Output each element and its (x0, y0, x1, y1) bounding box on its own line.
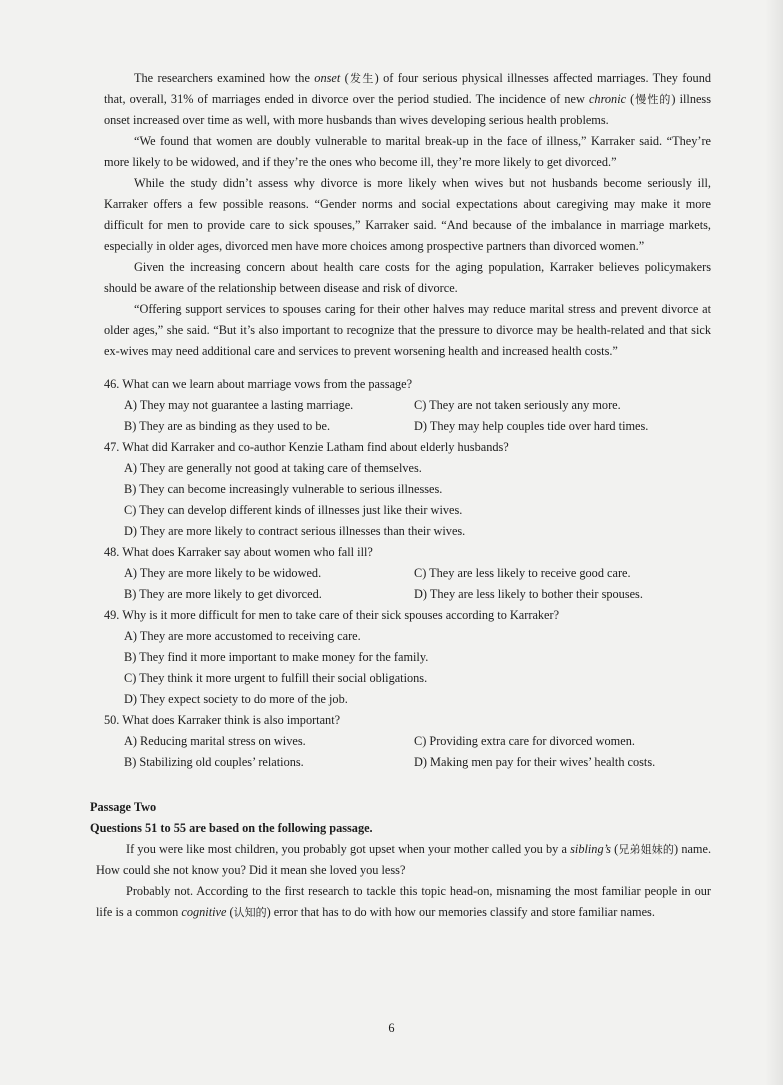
chinese-gloss: 发生 (348, 72, 375, 85)
answer-options (104, 395, 711, 437)
page-number: 6 (388, 1021, 395, 1035)
answer-option-a[interactable]: A) They are generally not good at taking care of themselves. (124, 461, 422, 475)
answer-option-d[interactable]: D) Making men pay for their wives’ health costs. (414, 755, 656, 769)
passage-two-instruction: Questions 51 to 55 are based on the following passage. (90, 821, 373, 835)
answer-option-b[interactable]: B) They are as binding as they used to be. (124, 419, 331, 433)
answer-option-a[interactable]: A) They may not guarantee a lasting marriage. (124, 398, 354, 412)
question-49 (104, 605, 711, 710)
paragraph-possible-reasons: While the study didn’t assess why divorce is more likely when wives but not husbands become seriously ill, Karraker offers a few possible reasons. “Gender norms and social expectations about caregiving may make it more difficult for men to provide care to sick spouses,” Karraker said. “And because of the imbalance in marriage markets, especially in older ages, divorced men have more choices among prospective partners than divorced women.” (104, 176, 711, 253)
italic-term: chronic (588, 92, 627, 106)
answer-options (104, 626, 711, 710)
question-stem: 49. Why is it more difficult for men to take care of their sick spouses according to Karraker? (104, 608, 560, 622)
paragraph-onset: The researchers examined how the onset (发生) of four serious physical illnesses affected marriages. They found that, overall, 31% of marriages ended in divorce over the period studied. The incidence of new chronic (慢性的) illness onset increased over time as well, with more husbands than wives developing serious health problems. (104, 71, 711, 127)
answer-options (104, 458, 711, 542)
question-stem: 50. What does Karraker think is also important? (104, 713, 341, 727)
paragraph-cognitive-error: Probably not. According to the first research to tackle this topic head-on, misnaming the most familiar people in our life is a common cognitive (认知的) error that has to do with how our memories classify and store familiar names. (96, 884, 711, 919)
answer-option-a[interactable]: A) Reducing marital stress on wives. (124, 734, 306, 748)
answer-option-b[interactable]: B) Stabilizing old couples’ relations. (124, 755, 304, 769)
passage-two-section (90, 797, 712, 923)
question-list (104, 374, 711, 773)
answer-option-d[interactable]: D) They expect society to do more of the job. (124, 692, 348, 706)
italic-term: onset (314, 71, 341, 85)
answer-option-a[interactable]: A) They are more likely to be widowed. (124, 566, 322, 580)
question-48 (104, 542, 711, 605)
question-stem: 47. What did Karraker and co-author Kenzie Latham find about elderly husbands? (104, 440, 509, 454)
answer-option-d[interactable]: D) They are less likely to bother their spouses. (414, 587, 643, 601)
paragraph-doubly-vulnerable: “We found that women are doubly vulnerable to marital break-up in the face of illness,” Karraker said. “They’re more likely to be widowed, and if they’re the ones who become ill, they’re more likely to get divorced.” (104, 134, 711, 169)
italic-term: cognitive (181, 905, 227, 919)
answer-option-c[interactable]: C) Providing extra care for divorced women. (414, 734, 635, 748)
chinese-gloss: 认知的 (233, 906, 267, 919)
answer-option-d[interactable]: D) They may help couples tide over hard times. (414, 419, 649, 433)
answer-option-b[interactable]: B) They are more likely to get divorced. (124, 587, 322, 601)
question-50 (104, 710, 711, 773)
answer-option-c[interactable]: C) They can develop different kinds of illnesses just like their wives. (124, 503, 463, 517)
question-47 (104, 437, 711, 542)
chinese-gloss: 兄弟姐妹的 (618, 843, 675, 856)
chinese-gloss: 慢性的 (634, 93, 672, 106)
answer-option-d[interactable]: D) They are more likely to contract serious illnesses than their wives. (124, 524, 466, 538)
question-46 (104, 374, 711, 437)
passage-two-title: Passage Two (90, 800, 157, 814)
answer-options (104, 731, 711, 773)
passage-one-body (104, 68, 711, 362)
answer-options (104, 563, 711, 605)
paragraph-policymakers: Given the increasing concern about health care costs for the aging population, Karraker believes policymakers should be aware of the relationship between disease and risk of divorce. (104, 260, 711, 295)
answer-option-c[interactable]: C) They are not taken seriously any more. (414, 398, 621, 412)
paragraph-support-services: “Offering support services to spouses caring for their other halves may reduce marital stress and prevent divorce at older ages,” she said. “But it’s also important to recognize that the pressure to divorce may be health-related and that sick ex-wives may need additional care and services to prevent worsening health and increased health costs.” (104, 302, 711, 358)
answer-option-c[interactable]: C) They are less likely to receive good care. (414, 566, 631, 580)
question-stem: 48. What does Karraker say about women who fall ill? (104, 545, 373, 559)
answer-option-b[interactable]: B) They can become increasingly vulnerable to serious illnesses. (124, 482, 443, 496)
answer-option-c[interactable]: C) They think it more urgent to fulfill their social obligations. (124, 671, 428, 685)
answer-option-a[interactable]: A) They are more accustomed to receiving care. (124, 629, 361, 643)
italic-term: sibling’s (570, 842, 611, 856)
question-stem: 46. What can we learn about marriage vows from the passage? (104, 377, 413, 391)
answer-option-b[interactable]: B) They find it more important to make money for the family. (124, 650, 429, 664)
paragraph-sibling-name: If you were like most children, you probably got upset when your mother called you by a sibling’s (兄弟姐妹的) name. How could she not know you? Did it mean she loved you less? (96, 842, 712, 877)
